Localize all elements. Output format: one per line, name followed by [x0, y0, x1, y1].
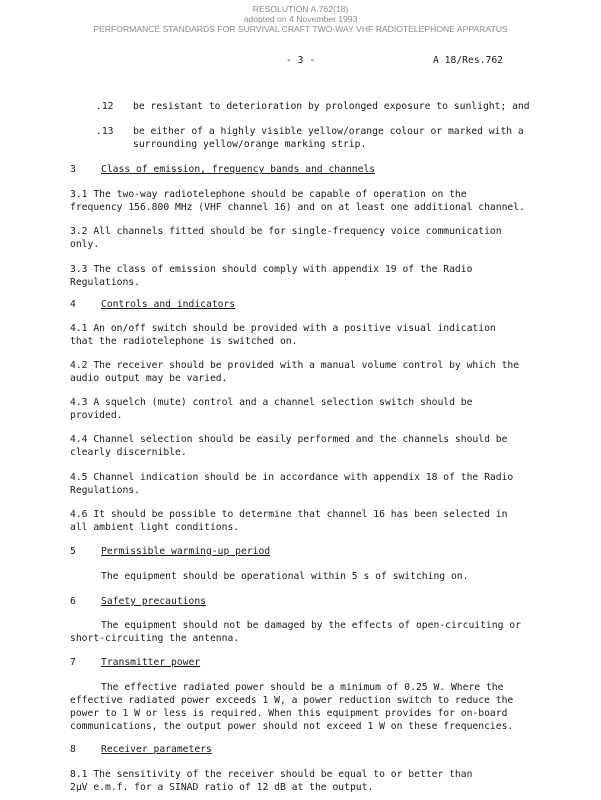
- section-number: 3: [70, 164, 76, 175]
- item-text-line: be either of a highly visible yellow/orange colour or marked with a: [133, 126, 524, 137]
- section-title: Receiver parameters: [101, 744, 212, 755]
- section-title: Controls and indicators: [101, 299, 236, 310]
- paragraph-line: effective radiated power exceeds 1 W, a power reduction switch to reduce the: [70, 695, 514, 706]
- paragraph-line: audio output may be varied.: [70, 373, 228, 384]
- paragraph-line: Regulations.: [70, 277, 140, 288]
- standard-title: PERFORMANCE STANDARDS FOR SURVIVAL CRAFT TWO-WAY VHF RADIOTELEPHONE APPARATUS: [93, 24, 508, 34]
- section-title: Transmitter power: [101, 657, 201, 668]
- section-number: 7: [70, 657, 76, 668]
- section-number: 4: [70, 299, 76, 310]
- paragraph-line: that the radiotelephone is switched on.: [70, 336, 298, 347]
- resolution-title: RESOLUTION A.762(18): [252, 4, 349, 14]
- page-number: - 3 -: [286, 55, 316, 66]
- paragraph-line: 4.3 A squelch (mute) control and a channel selection switch should be: [70, 397, 473, 408]
- paragraph-line: frequency 156.800 MHz (VHF channel 16) and on at least one additional channel.: [70, 202, 525, 213]
- paragraph-line: only.: [70, 239, 100, 250]
- paragraph-line: 4.5 Channel indication should be in accordance with appendix 18 of the Radio: [70, 472, 514, 483]
- paragraph-line: Regulations.: [70, 485, 140, 496]
- paragraph-line: 3.1 The two-way radiotelephone should be capable of operation on the: [70, 189, 467, 200]
- item-text-line: surrounding yellow/orange marking strip.: [133, 139, 367, 150]
- section-title: Safety precautions: [101, 596, 206, 607]
- section-title: Class of emission, frequency bands and channels: [101, 164, 376, 175]
- paragraph-line: 4.1 An on/off switch should be provided with a positive visual indication: [70, 323, 496, 334]
- paragraph-line: 2μV e.m.f. for a SINAD ratio of 12 dB at the output.: [70, 782, 374, 793]
- paragraph-line: The effective radiated power should be a minimum of 0.25 W. Where the: [101, 682, 504, 693]
- paragraph-line: communications, the output power should not exceed 1 W on these frequencies.: [70, 721, 514, 732]
- item-number: .13: [96, 126, 114, 137]
- paragraph-line: short-circuiting the antenna.: [70, 633, 240, 644]
- paragraph-line: clearly discernible.: [70, 447, 187, 458]
- paragraph-line: 4.2 The receiver should be provided with a manual volume control by which the: [70, 360, 520, 371]
- section-number: 8: [70, 744, 76, 755]
- document-reference: A 18/Res.762: [433, 55, 503, 66]
- paragraph-line: 3.3 The class of emission should comply with appendix 19 of the Radio: [70, 264, 473, 275]
- paragraph-line: 4.4 Channel selection should be easily performed and the channels should be: [70, 434, 508, 445]
- paragraph-line: 4.6 It should be possible to determine that channel 16 has been selected in: [70, 509, 508, 520]
- section-title: Permissible warming-up period: [101, 546, 271, 557]
- paragraph-line: The equipment should be operational within 5 s of switching on.: [101, 571, 469, 582]
- paragraph-line: The equipment should not be damaged by the effects of open-circuiting or: [101, 620, 521, 631]
- section-number: 5: [70, 546, 76, 557]
- paragraph-line: all ambient light conditions.: [70, 522, 240, 533]
- paragraph-line: 3.2 All channels fitted should be for single-frequency voice communication: [70, 226, 502, 237]
- item-number: .12: [96, 101, 114, 112]
- paragraph-line: power to 1 W or less is required. When this equipment provides for on-board: [70, 708, 508, 719]
- adoption-date: adopted on 4 November 1993: [243, 14, 358, 24]
- section-number: 6: [70, 596, 76, 607]
- paragraph-line: 8.1 The sensitivity of the receiver should be equal to or better than: [70, 769, 473, 780]
- item-text: be resistant to deterioration by prolonged exposure to sunlight; and: [133, 101, 530, 112]
- paragraph-line: provided.: [70, 410, 123, 421]
